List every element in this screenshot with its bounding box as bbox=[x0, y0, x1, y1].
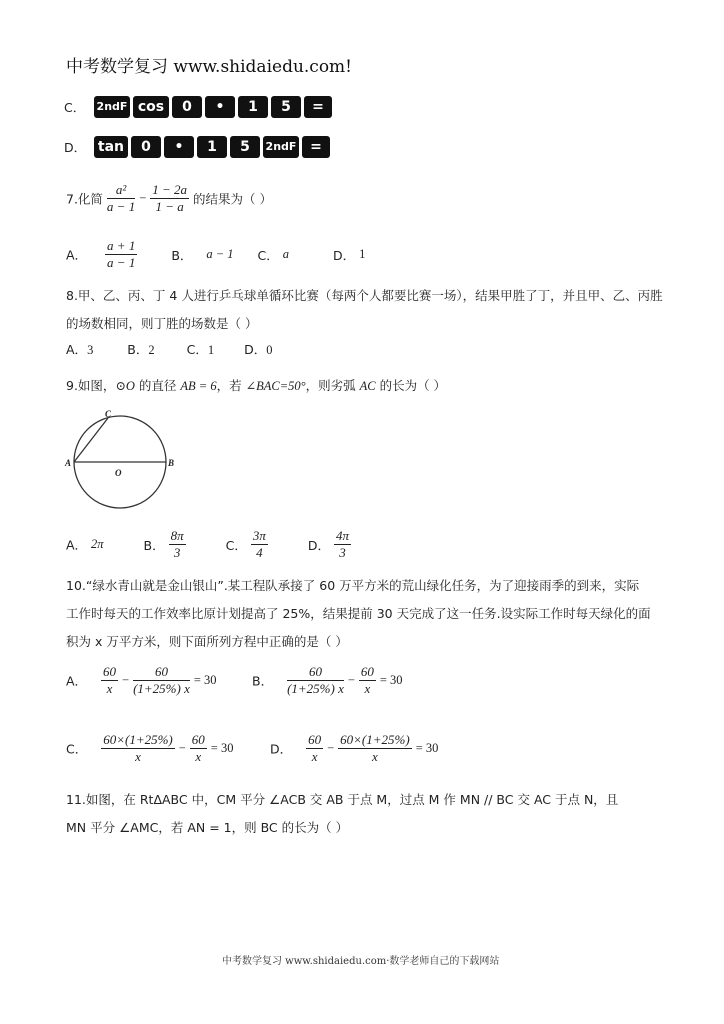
option-a-label: A． bbox=[66, 342, 88, 357]
key-equals: = bbox=[304, 96, 332, 118]
option-b-label: B． bbox=[127, 342, 149, 357]
minus-sign: − bbox=[122, 673, 130, 687]
fraction: $\frac{60\times(1+25\%)}{x}$ bbox=[103, 732, 173, 764]
key-1: 1 bbox=[238, 96, 268, 118]
key-equals: = bbox=[302, 136, 330, 158]
question-8-line-2: 的场数相同，则丁胜的场数是（ ） bbox=[66, 316, 258, 331]
q8-options bbox=[66, 340, 272, 358]
page-footer: 中考数学复习 www.shidaiedu.com·数学老师自己的下载网站 bbox=[222, 956, 500, 967]
minus-sign: − bbox=[178, 741, 186, 755]
label-o: O bbox=[115, 468, 122, 478]
question-11-line-2: MN 平分 ∠AMC，若 AN = 1，则 BC 的长为（ ） bbox=[66, 820, 349, 835]
option-c-label: C． bbox=[225, 537, 247, 553]
option-a-label: A． bbox=[66, 673, 88, 689]
q9-option-d: $\frac{4\pi}{3}$ bbox=[335, 528, 349, 560]
option-letter: D． bbox=[64, 140, 87, 155]
question-7 bbox=[66, 182, 272, 215]
key-5: 5 bbox=[271, 96, 301, 118]
q9-option-b: $\frac{8\pi}{3}$ bbox=[170, 528, 184, 560]
option-letter: C． bbox=[64, 100, 86, 115]
question-8-line-1: 8.甲、乙、丙、丁 4 人进行乒乓球单循环比赛（每两个人都要比赛一场），结果甲胜了丁，并且甲、乙、丙胜 bbox=[66, 288, 663, 303]
q8-option-d: 0 bbox=[266, 343, 273, 357]
fraction: $\frac{60}{x}$ bbox=[103, 664, 117, 696]
q10-option-c bbox=[66, 732, 233, 765]
key-0: 0 bbox=[131, 136, 161, 158]
key-0: 0 bbox=[172, 96, 202, 118]
q8-option-c: 1 bbox=[207, 343, 215, 357]
q9-text: 的长为（ ） bbox=[375, 378, 447, 393]
q8-option-b: 2 bbox=[148, 343, 155, 357]
q9-ab: AB = 6 bbox=[180, 379, 217, 393]
equation-rhs: = 30 bbox=[210, 741, 234, 755]
option-b-label: B． bbox=[143, 537, 165, 553]
q9-option-c: $\frac{3\pi}{4}$ bbox=[252, 528, 266, 560]
minus-sign: − bbox=[327, 741, 335, 755]
q9-circle-o: ⊙O bbox=[115, 379, 135, 393]
fraction: $\frac{60}{x}$ bbox=[308, 732, 322, 764]
fraction: $\frac{60\times(1+25\%)}{x}$ bbox=[340, 732, 410, 764]
question-11-line-1: 11.如图，在 RtΔABC 中，CM 平分 ∠ACB 交 AB 于点 M，过点 M 作 MN // BC 交 AC 于点 N，且 bbox=[66, 792, 619, 807]
question-10-line-1: 10.“绿水青山就是金山银山”.某工程队承接了 60 万平方米的荒山绿化任务，为了迎接雨季的到来，实际 bbox=[66, 578, 640, 593]
q9-arc: AC bbox=[359, 379, 376, 393]
key-cos: cos bbox=[133, 96, 169, 118]
equation-rhs: = 30 bbox=[379, 673, 403, 687]
q9-option-a: 2π bbox=[91, 537, 104, 551]
circle-figure bbox=[62, 408, 182, 516]
fraction: $\frac{60}{(1+25\%) x}$ bbox=[287, 664, 344, 696]
q10-option-a bbox=[66, 664, 217, 697]
q9-angle: ∠BAC=50° bbox=[245, 379, 306, 393]
q7-option-d: 1 bbox=[359, 247, 366, 261]
option-d-label: D． bbox=[333, 247, 356, 263]
q9-options bbox=[66, 528, 351, 561]
key-dot: • bbox=[164, 136, 194, 158]
calc-option-c bbox=[64, 96, 335, 118]
q10-option-d bbox=[270, 732, 438, 765]
q9-text: ，若 bbox=[216, 378, 246, 393]
option-c-label: C． bbox=[186, 342, 208, 357]
minus-sign: − bbox=[347, 673, 355, 687]
question-9 bbox=[66, 376, 446, 394]
q7-option-a: $\frac{a + 1}{a - 1}$ bbox=[107, 238, 136, 270]
page-header: 中考数学复习 www.shidaiedu.com! bbox=[66, 57, 353, 77]
option-d-label: D． bbox=[307, 537, 330, 553]
key-2ndf: 2ndF bbox=[263, 136, 299, 158]
q8-option-a: 3 bbox=[87, 343, 94, 357]
option-c-label: C． bbox=[66, 741, 88, 757]
option-b-label: B． bbox=[252, 673, 274, 689]
option-b-label: B． bbox=[171, 247, 193, 263]
equation-rhs: = 30 bbox=[193, 673, 217, 687]
key-dot: • bbox=[205, 96, 235, 118]
equation-rhs: = 30 bbox=[415, 741, 439, 755]
option-d-label: D． bbox=[244, 342, 267, 357]
key-2ndf: 2ndF bbox=[94, 96, 130, 118]
label-c: C bbox=[105, 409, 112, 419]
q9-text: 9.如图， bbox=[66, 378, 116, 393]
q7-option-c: a bbox=[282, 247, 290, 261]
q7-options bbox=[66, 238, 365, 271]
option-a-label: A． bbox=[66, 537, 88, 553]
question-10-line-3: 积为 x 万平方米，则下面所列方程中正确的是（ ） bbox=[66, 634, 348, 649]
q7-suffix: 的结果为（ ） bbox=[193, 191, 272, 207]
q9-text: ，则劣弧 bbox=[305, 378, 360, 393]
q10-option-b bbox=[252, 664, 403, 697]
option-d-label: D． bbox=[270, 741, 293, 757]
label-b: B bbox=[168, 458, 175, 468]
q7-option-b: a − 1 bbox=[206, 247, 234, 261]
calc-option-d bbox=[64, 136, 333, 158]
key-tan: tan bbox=[94, 136, 128, 158]
fraction: $\frac{60}{x}$ bbox=[191, 732, 205, 764]
question-10-line-2: 工作时每天的工作效率比原计划提高了 25%，结果提前 30 天完成了这一任务.设实际工作时每天绿化的面 bbox=[66, 606, 651, 621]
q7-prefix: 7.化简 bbox=[66, 191, 103, 207]
key-5: 5 bbox=[230, 136, 260, 158]
q7-fraction-2: $\frac{1 - 2a}{1 - a}$ bbox=[152, 182, 188, 214]
fraction: $\frac{60}{(1+25\%) x}$ bbox=[133, 664, 190, 696]
q9-text: 的直径 bbox=[134, 378, 181, 393]
q7-fraction-1: $\frac{\text{a²}}{a - 1}$ bbox=[106, 182, 136, 214]
key-1: 1 bbox=[197, 136, 227, 158]
minus-sign: − bbox=[139, 191, 147, 205]
option-a-label: A． bbox=[66, 247, 88, 263]
label-a: A bbox=[65, 458, 72, 468]
fraction: $\frac{60}{x}$ bbox=[360, 664, 374, 696]
option-c-label: C． bbox=[257, 247, 279, 263]
